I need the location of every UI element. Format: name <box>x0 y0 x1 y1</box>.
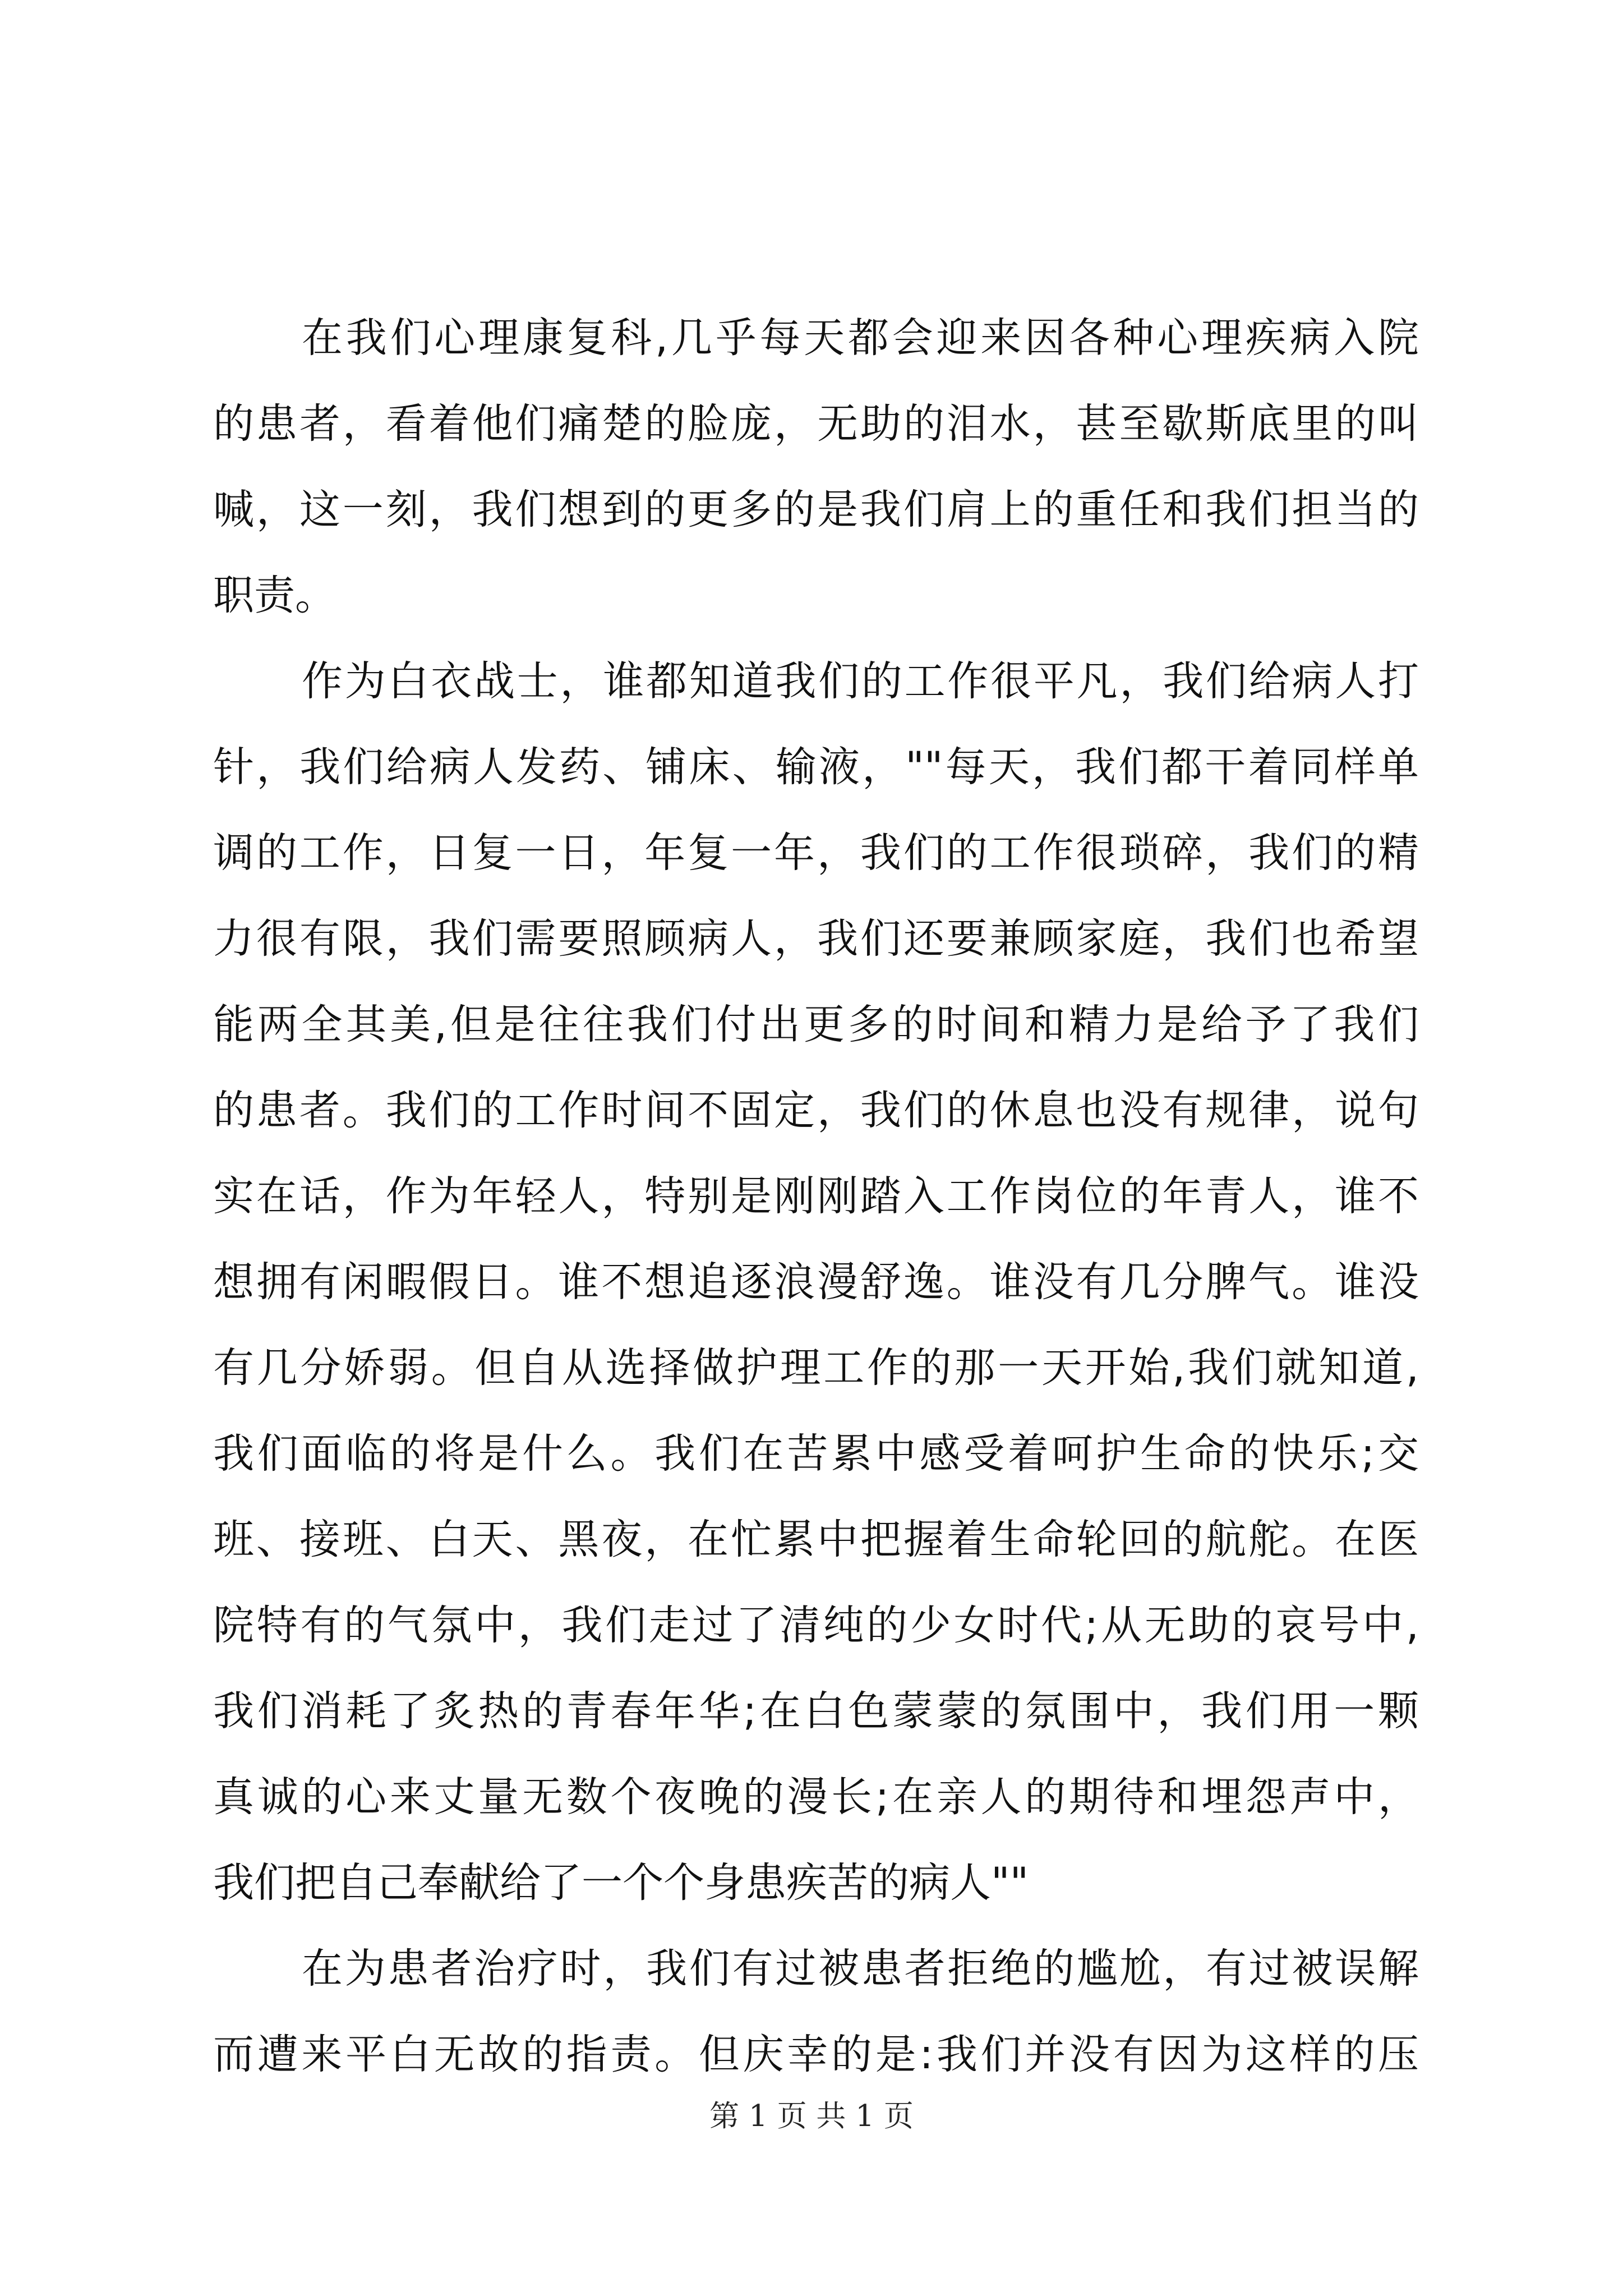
paragraph-2-line-7: 实在话，作为年轻人，特别是刚刚踏入工作岗位的年青人，谁不 <box>213 1172 1419 1220</box>
paragraph-2-line-12: 院特有的气氛中，我们走过了清纯的少女时代;从无助的哀号中, <box>213 1602 1419 1649</box>
paragraph-1-line-1: 在我们心理康复科,几乎每天都会迎来因各种心理疾病入院 <box>302 314 1419 362</box>
paragraph-2-line-2: 针，我们给病人发药、铺床、输液，""每天，我们都干着同样单 <box>213 743 1419 791</box>
paragraph-2-line-11: 班、接班、白天、黑夜，在忙累中把握着生命轮回的航舵。在医 <box>213 1516 1419 1563</box>
paragraph-2-line-5: 能两全其美,但是往往我们付出更多的时间和精力是给予了我们 <box>213 1001 1419 1048</box>
paragraph-3-line-1: 在为患者治疗时，我们有过被患者拒绝的尴尬，有过被误解 <box>302 1945 1419 1993</box>
paragraph-2-line-1: 作为白衣战士，谁都知道我们的工作很平凡，我们给病人打 <box>302 657 1419 705</box>
paragraph-2-line-10: 我们面临的将是什么。我们在苦累中感受着呵护生命的快乐;交 <box>213 1430 1419 1478</box>
paragraph-1-line-2: 的患者，看着他们痛楚的脸庞，无助的泪水，甚至歇斯底里的叫 <box>213 400 1419 448</box>
paragraph-1-line-3: 喊，这一刻，我们想到的更多的是我们肩上的重任和我们担当的 <box>213 486 1419 533</box>
paragraph-2-line-9: 有几分娇弱。但自从选择做护理工作的那一天开始,我们就知道, <box>213 1344 1419 1392</box>
paragraph-2-line-8: 想拥有闲暇假日。谁不想追逐浪漫舒逸。谁没有几分脾气。谁没 <box>213 1258 1419 1306</box>
paragraph-2-line-13: 我们消耗了炙热的青春年华;在白色蒙蒙的氛围中，我们用一颗 <box>213 1687 1419 1735</box>
paragraph-3-line-2: 而遭来平白无故的指责。但庆幸的是:我们并没有因为这样的压 <box>213 2031 1419 2078</box>
page-footer: 第 1 页 共 1 页 <box>709 2099 914 2133</box>
paragraph-2-line-14: 真诚的心来丈量无数个夜晚的漫长;在亲人的期待和埋怨声中， <box>213 1773 1419 1821</box>
paragraph-2-line-4: 力很有限，我们需要照顾病人，我们还要兼顾家庭，我们也希望 <box>213 915 1419 963</box>
paragraph-2-line-3: 调的工作，日复一日，年复一年，我们的工作很琐碎，我们的精 <box>213 829 1419 877</box>
paragraph-2-line-6: 的患者。我们的工作时间不固定，我们的休息也没有规律，说句 <box>213 1087 1419 1134</box>
paragraph-1-line-4: 职责。 <box>213 572 336 619</box>
paragraph-2-line-15: 我们把自己奉献给了一个个身患疾苦的病人"" <box>213 1859 1029 1907</box>
